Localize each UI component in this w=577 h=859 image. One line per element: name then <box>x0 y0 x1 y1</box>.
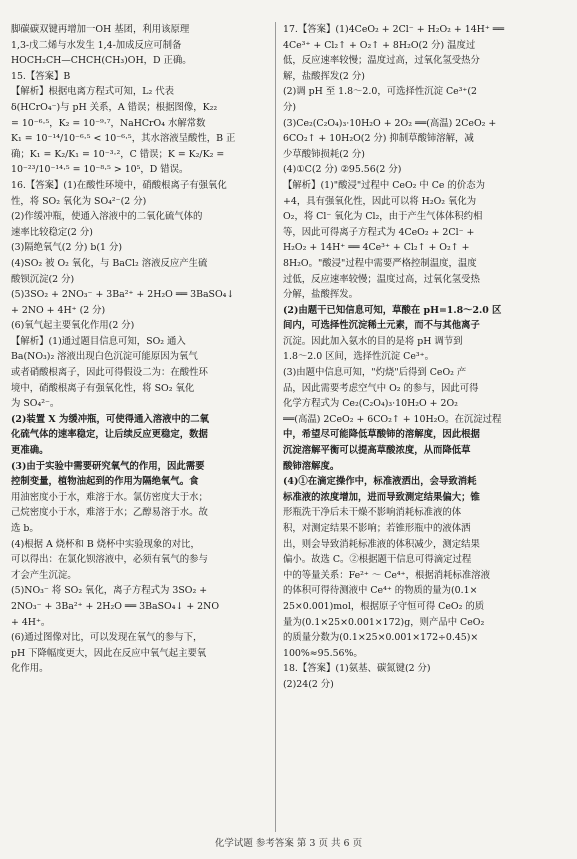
left-column-line: 己烷密度小于水，难溶于水；乙醇易溶于水。故 <box>11 507 208 519</box>
right-column <box>283 22 563 693</box>
right-column-line: 积，对测定结果不影响；若锥形瓶中的液体洒 <box>283 523 471 534</box>
left-column-line: 更准确。 <box>11 445 49 457</box>
right-column-line: 少草酸铈损耗(2 分) <box>283 148 365 160</box>
column-divider <box>275 22 276 832</box>
left-column-line: (6)通过图像对比，可以发现在氧气的参与下， <box>11 632 203 644</box>
left-column-line: (3)隔绝氧气(2 分) b(1 分) <box>11 242 123 254</box>
right-column-line: 化学方程式为 Ce₂(C₂O₄)₃·10H₂O + 2O₂ <box>283 398 458 410</box>
left-column-line: 性，将 SO₂ 氧化为 SO₄²⁻(2 分) <box>11 195 147 207</box>
left-column-line: 或者硝酸根离子，因此可得假设二为：在酸性环 <box>11 367 208 379</box>
right-column-line: 【解析】(1)"酸浸"过程中 CeO₂ 中 Ce 的价态为 <box>283 179 485 191</box>
left-column-line: (5)3SO₂ + 2NO₃⁻ + 3Ba²⁺ + 2H₂O ══ 3BaSO₄↓ <box>11 289 235 301</box>
left-column-line: + 2NO + 4H⁺ (2 分) <box>11 304 106 316</box>
left-column-line: δ(HCrO₄⁻)与 pH 关系，A 错误；根据图像，K₂₂ <box>11 101 218 113</box>
right-column-line: 的体积可得待测液中 Ce⁴⁺ 的物质的量为(0.1× <box>283 585 478 597</box>
right-column-line: 酸铈溶解度。 <box>283 460 340 472</box>
right-column-line: 沉淀。因此加入氨水的目的是将 pH 调节到 <box>283 335 463 347</box>
right-column-line: 中，希望尽可能降低草酸铈的溶解度，因此根据 <box>283 429 480 441</box>
right-column-line: 4Ce³⁺ + Cl₂↑ + O₂↑ + 8H₂O(2 分) 温度过 <box>283 39 476 51</box>
right-column-line: 量为(0.1×25×0.001×172)g，则产品中 CeO₂ <box>283 616 485 628</box>
right-column-line: O₂，将 Cl⁻ 氧化为 Cl₂，由于产生气体体积约相 <box>283 211 483 223</box>
left-column-line: 1,3-戊二烯与水发生 1,4-加成反应可制备 <box>11 39 182 51</box>
right-column-line: 100%≈95.56%。 <box>283 647 363 659</box>
right-column-line: H₂O₂ + 14H⁺ ══ 4Ce³⁺ + Cl₂↑ + O₂↑ + <box>283 242 470 254</box>
right-column-line: 等，因此可得离子方程式为 4CeO₂ + 2Cl⁻ + <box>283 226 475 238</box>
right-column-line: (2)24(2 分) <box>283 678 334 690</box>
left-column-line: + 4H⁺。 <box>11 616 51 628</box>
right-column-line: 形瓶洗干净后未干燥不影响消耗标准液的体 <box>283 507 462 519</box>
left-column-line: 控制变量，植物油起到的作用为隔绝氧气。食 <box>11 476 199 488</box>
left-column-line: HOCH₂CH—CHCH(CH₃)OH，D 正确。 <box>11 55 192 67</box>
left-column-line: 【解析】根据电离方程式可知，L₂ 代表 <box>11 86 174 98</box>
left-column-line: 15.【答案】B <box>11 70 71 82</box>
left-column-line: Ba(NO₃)₂ 溶液出现白色沉淀可能原因为氧气 <box>11 351 198 363</box>
left-column-line: 2NO₃⁻ + 3Ba²⁺ + 2H₂O ══ 3BaSO₄↓ + 2NO <box>11 600 220 612</box>
left-column-line: 可以得出：在氯化钡溶液中，必须有氧气的参与 <box>11 554 208 566</box>
right-column-line: 分解，盐酸挥发。 <box>283 289 359 301</box>
left-column-line: (5)NO₃⁻ 将 SO₂ 氧化，离子方程式为 3SO₂ + <box>11 585 208 597</box>
left-column-line: (3)由于实验中需要研究氧气的作用，因此需要 <box>11 460 205 472</box>
right-column-line: (3)由题中信息可知，"灼烧"后得到 CeO₂ 产 <box>283 367 467 379</box>
left-column <box>11 22 269 677</box>
right-column-line: (2)由题干已知信息可知，草酸在 pH=1.8～2.0 区 <box>283 304 502 316</box>
right-column-line: ══(高温) 2CeO₂ + 6CO₂↑ + 10H₂O。在沉淀过程 <box>283 413 502 425</box>
left-column-line: (2)作缓冲瓶，使通入溶液中的二氧化硫气体的 <box>11 211 203 223</box>
right-column-line: 6CO₂↑ + 10H₂O(2 分) 抑制草酸铈溶解，减 <box>283 133 474 145</box>
right-column-line: 8H₂O。"酸浸"过程中需要严格控制温度，温度 <box>283 257 477 269</box>
left-column-line: 酸钡沉淀(2 分) <box>11 273 75 285</box>
left-column-line: 【解析】(1)通过题目信息可知，SO₂ 通入 <box>11 335 186 347</box>
right-column-line: 品，因此需要考虑空气中 O₂ 的参与，因此可得 <box>283 382 479 394</box>
left-column-line: = 10⁻⁶·⁵，K₂ = 10⁻⁹·⁷，NaHCrO₄ 水解常数 <box>11 117 206 129</box>
right-column-line: 18.【答案】(1)氨基、碳氮键(2 分) <box>283 663 431 675</box>
right-column-line: 低，反应速率较慢；温度过高，过氧化氢受热分 <box>283 55 480 67</box>
right-column-line: 解，盐酸挥发(2 分) <box>283 70 365 82</box>
left-column-line: (6)氧气起主要氧化作用(2 分) <box>11 320 135 332</box>
left-column-line: K₁ = 10⁻¹⁴/10⁻⁶·⁵ < 10⁻⁶·⁵，其水溶液呈酸性，B 正 <box>11 133 236 145</box>
left-column-line: (2)装置 X 为缓冲瓶，可使得通入溶液中的二氧 <box>11 413 209 425</box>
right-column-line: 17.【答案】(1)4CeO₂ + 2Cl⁻ + H₂O₂ + 14H⁺ ══ <box>283 24 505 35</box>
right-column-line: 沉淀溶解平衡可以提高草酸浓度，从而降低草 <box>283 445 471 457</box>
page-footer: 化学试题 参考答案 第 3 页 共 6 页 <box>214 838 363 849</box>
right-column-line: 间内，可选择性沉淀稀土元素，而不与其他离子 <box>283 320 480 332</box>
right-column-line: 25×0.001)mol，根据原子守恒可得 CeO₂ 的质 <box>283 600 485 612</box>
right-column-line: +4，具有强氧化性，因此可以将 H₂O₂ 氧化为 <box>283 195 477 207</box>
left-column-line: 境中，硝酸根离子有强氧化性，将 SO₂ 氧化 <box>11 382 195 394</box>
left-column-line: 用油密度小于水，难溶于水。氯仿密度大于水； <box>11 491 208 503</box>
left-column-line: 脚碳碳双键再增加一OH 基团，利用该原理 <box>11 24 190 35</box>
left-column-line: 速率比较稳定(2 分) <box>11 226 93 238</box>
left-column-line: 化作用。 <box>11 663 49 675</box>
right-column-line: 1.8～2.0 区间，选择性沉淀 Ce³⁺。 <box>283 351 434 363</box>
left-column-line: 才会产生沉淀。 <box>11 569 77 581</box>
right-column-line: 中的等量关系：Fe²⁺ ～ Ce⁴⁺，根据消耗标准溶液 <box>283 569 491 581</box>
left-column-line: 确；K₁ = K₂/K₁ = 10⁻³·²，C 错误；K = K₂/K₂ = <box>11 148 225 160</box>
left-column-line: (4)根据 A 烧杯和 B 烧杯中实验现象的对比， <box>11 538 200 550</box>
left-column-line: (4)SO₂ 被 O₂ 氧化，与 BaCl₂ 溶液反应产生硫 <box>11 257 208 269</box>
left-column-line: 10⁻²³/10⁻¹⁴·⁵ = 10⁻⁸·⁵ > 10⁵，D 错误。 <box>11 164 189 176</box>
right-column-line: (2)调 pH 至 1.8～2.0，可选择性沉淀 Ce³⁺(2 <box>283 86 477 98</box>
left-column-line: pH 下降幅度更大，因此在反应中氧气起主要氧 <box>11 647 207 659</box>
left-column-line: 16.【答案】(1)在酸性环境中，硝酸根离子有强氧化 <box>11 179 227 191</box>
right-column-line: (4)①C(2 分) ②95.56(2 分) <box>283 164 402 176</box>
right-column-line: (4)①在滴定操作中，标准液洒出，会导致消耗 <box>283 476 477 488</box>
right-column-line: 出，则会导致消耗标准液的体积减少，测定结果 <box>283 538 480 550</box>
right-column-line: 偏小。故选 C。②根据题干信息可得滴定过程 <box>283 554 472 566</box>
right-column-line: 标准液的浓度增加，进而导致测定结果偏大；锥 <box>283 491 480 503</box>
right-column-line: (3)Ce₂(C₂O₄)₃·10H₂O + 2O₂ ══(高温) 2CeO₂ + <box>283 117 497 129</box>
left-column-line: 选 b。 <box>11 523 39 534</box>
left-column-line: 化硫气体的速率稳定，让后续反应更稳定，数据 <box>11 429 208 441</box>
right-column-line: 过低，反应速率较慢；温度过高，过氧化氢受热 <box>283 273 480 285</box>
left-column-line: 为 SO₄²⁻。 <box>11 398 60 410</box>
right-column-line: 的质量分数为(0.1×25×0.001×172÷0.45)× <box>283 632 479 644</box>
right-column-line: 分) <box>283 101 297 113</box>
